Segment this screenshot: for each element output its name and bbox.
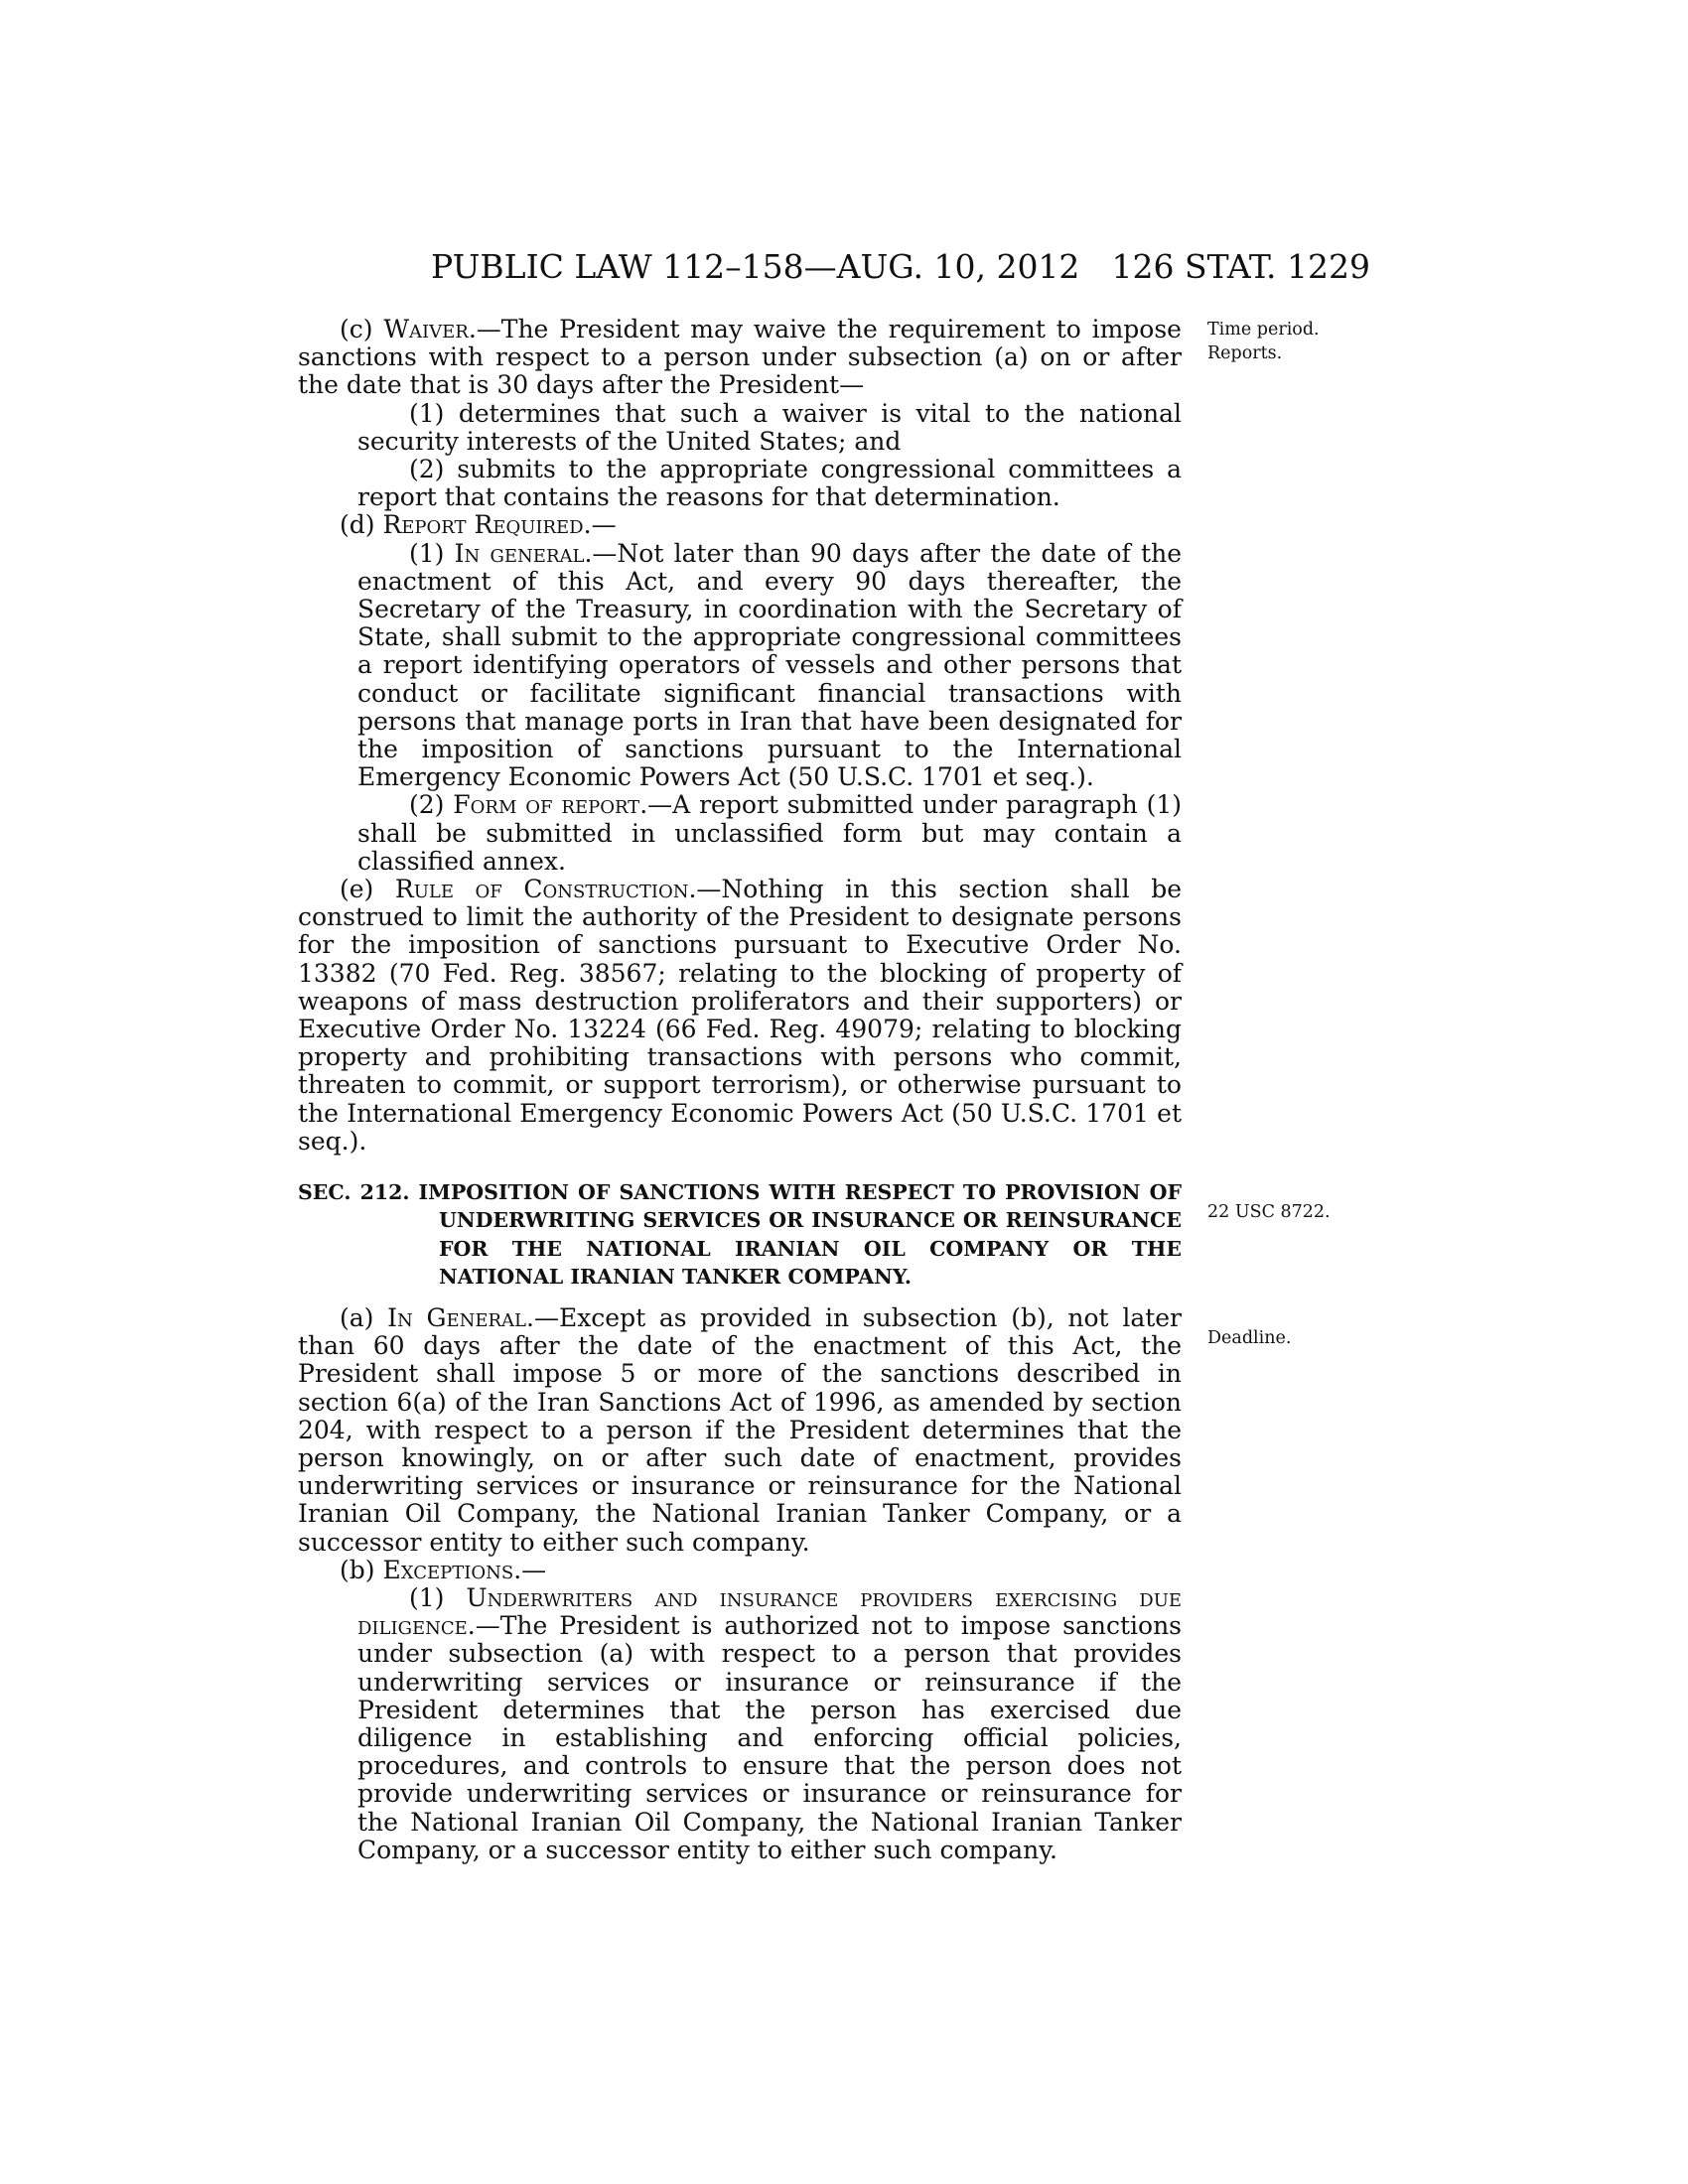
section-212-subsection-a: (a) In General.—Except as provided in subsection (b), not later than 60 days after the date of the enactment of this Act, the President shall impose 5 or more of the sanctions described in section 6(a) of the Iran Sanctions Act of 1996, as amended by section 204, with respect to a person if the President determines that the person knowingly, on or after such date of enactment, provides underwriting services or insurance or reinsurance for the National Iranian Oil Company, the National Iranian Tanker Company, or a successor entity to either such company.	[298, 1302, 1183, 1557]
margin-note-reports: Reports.	[1207, 343, 1283, 363]
subsection-d-item-1: (1) In general.—Not later than 90 days after the date of the enactment of this Act, and every 90 days thereafter, the Secretary of the Treasury, in coordination with the Secretary of State, shall submit to the appropriate congressional committees a report identifying operators of vessels and other persons that conduct or facilitate significant financial transactions with persons that manage ports in Iran that have been designated for the imposition of sanctions pursuant to the International Emergency Economic Powers Act (50 U.S.C. 1701 et seq.).	[357, 538, 1183, 792]
document-body	[298, 316, 1182, 1864]
margin-note-time-period: Time period.	[1207, 320, 1320, 340]
section-212-heading: SEC. 212. IMPOSITION OF SANCTIONS WITH RESPECT TO PROVISION OF UNDERWRITING SERVICES OR INSURANCE OR REINSURANCE FOR THE NATIONAL IRANIAN OIL COMPANY OR THE NATIONAL IRANIAN TANKER COMPANY.	[298, 1180, 1182, 1289]
subsection-e-rule-of-construction: (e) Rule of Construction.—Nothing in this section shall be construed to limit the authority of the President to designate persons for the imposition of sanctions pursuant to Executive Order No. 13382 (70 Fed. Reg. 38567; relating to the blocking of property of weapons of mass destruction proliferators and their supporters) or Executive Order No. 13224 (66 Fed. Reg. 49079; relating to blocking property and prohibiting transactions with persons who commit, threaten to commit, or support terrorism), or otherwise pursuant to the International Emergency Economic Powers Act (50 U.S.C. 1701 et seq.).	[298, 875, 1182, 1156]
margin-note-usc: 22 USC 8722.	[1207, 1202, 1331, 1222]
subsection-c-item-1: (1) determines that such a waiver is vital to the national security interests of the United States; and	[357, 398, 1182, 456]
subsection-c-item-2: (2) submits to the appropriate congressional committees a report that contains the reasons for that determination.	[357, 455, 1182, 512]
subsection-d-report-required: (d) Report Required.—	[340, 510, 617, 540]
subsection-d-item-2: (2) Form of report.—A report submitted under paragraph (1) shall be submitted in unclassified form but may contain a classified annex.	[357, 790, 1183, 876]
header-law-citation: PUBLIC LAW 112–158—AUG. 10, 2012	[431, 247, 1080, 286]
section-212-subsection-b-item-1: (1) Underwriters and insurance providers exercising due diligence.—The President is authorized not to impose sanctions under subsection (a) with respect to a person that provides underwriting services or insurance or reinsurance if the President determines that the person has exercised due diligence in establishing and enforcing official policies, procedures, and controls to ensure that the person does not provide underwriting services or insurance or reinsurance for the National Iranian Oil Company, the National Iranian Tanker Company, or a successor entity to either such company.	[357, 1582, 1182, 1864]
subsection-c-waiver: (c) Waiver.—The President may waive the requirement to impose sanctions with respect to a person under subsection (a) on or after the date that is 30 days after the President—	[298, 315, 1182, 400]
header-stat-page: 126 STAT. 1229	[1111, 247, 1370, 286]
section-212-subsection-b: (b) Exceptions.—	[340, 1555, 547, 1584]
margin-note-deadline: Deadline.	[1207, 1328, 1292, 1348]
